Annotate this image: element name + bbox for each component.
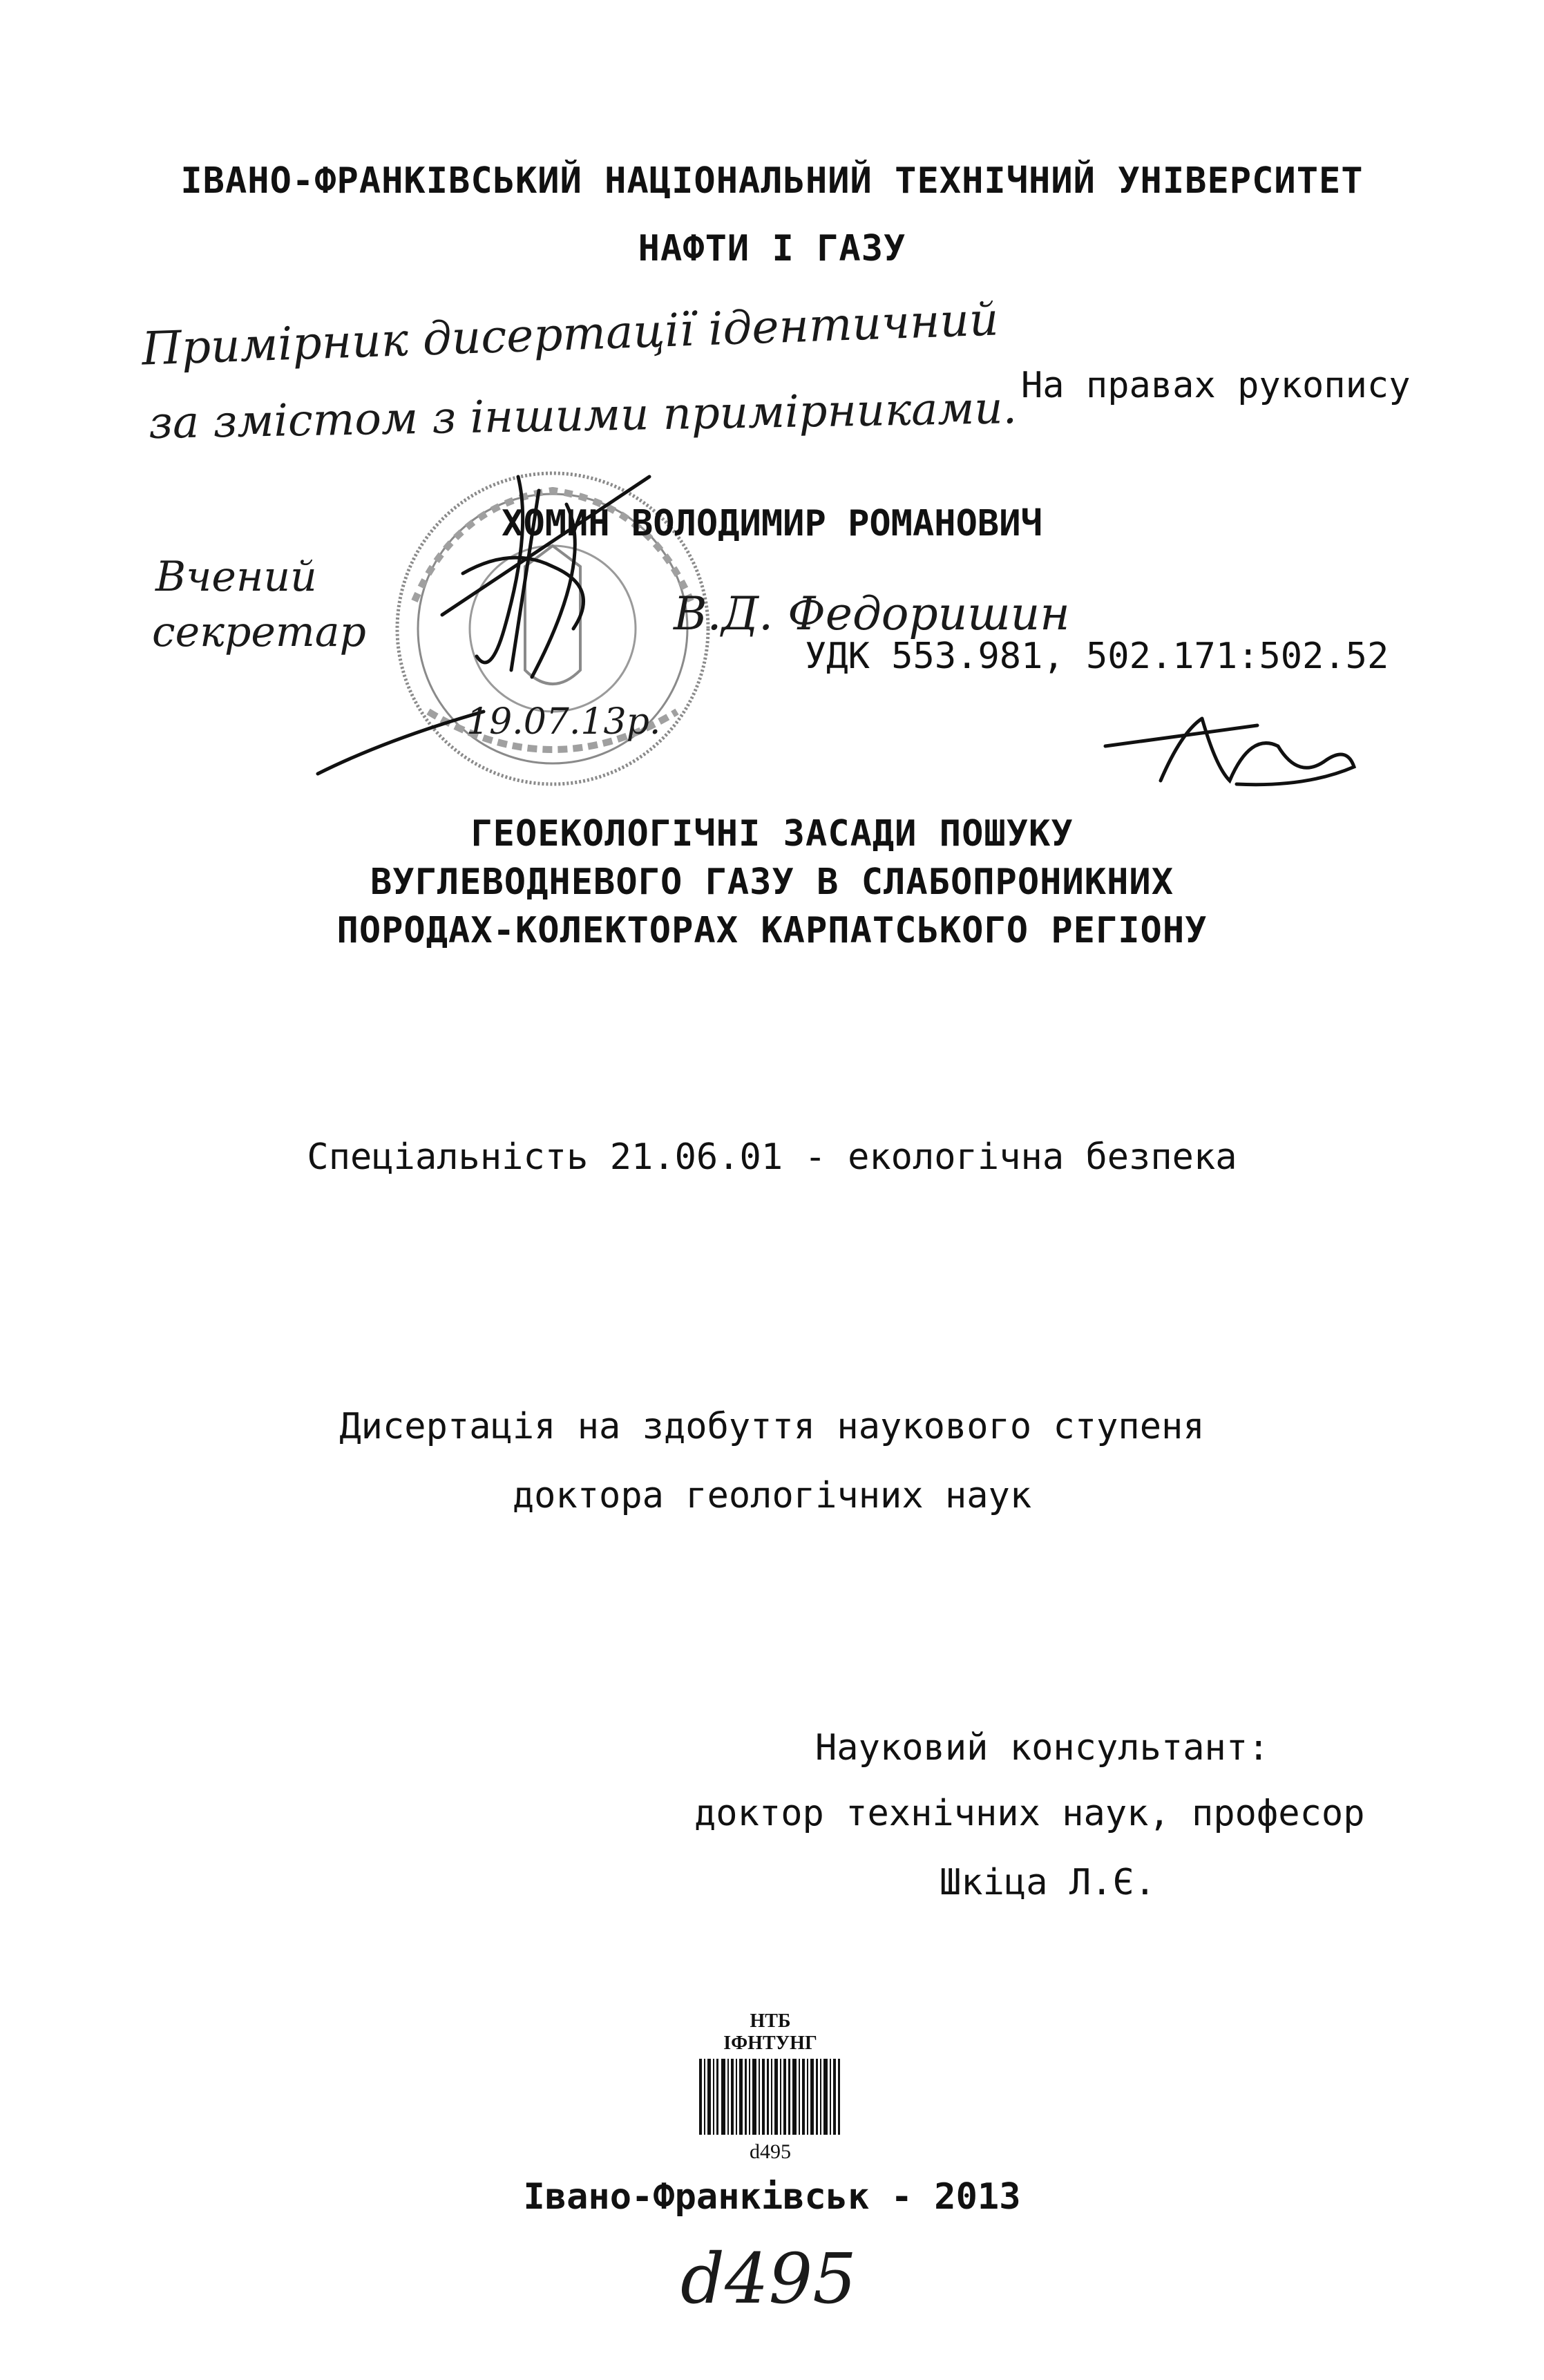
handwritten-code: d495 bbox=[680, 2238, 857, 2319]
dissertation-line1: Дисертація на здобуття наукового ступеня bbox=[339, 1406, 1205, 1447]
author-name: ХОМИН ВОЛОДИМИР РОМАНОВИЧ bbox=[502, 503, 1042, 544]
consultant-label: Науковий консультант: bbox=[815, 1727, 1270, 1769]
author-signature bbox=[1098, 705, 1361, 801]
title-line1: ГЕОЕКОЛОГІЧНІ ЗАСАДИ ПОШУКУ bbox=[470, 813, 1074, 855]
title-line2: ВУГЛЕВОДНЕВОГО ГАЗУ В СЛАБОПРОНИКНИХ bbox=[370, 861, 1174, 903]
university-name-line1: ІВАНО-ФРАНКІВСЬКИЙ НАЦІОНАЛЬНИЙ ТЕХНІЧНИЙ УНІВЕРСИТЕТ bbox=[180, 160, 1364, 202]
dissertation-line2: доктора геологічних наук bbox=[512, 1475, 1032, 1516]
secretary-label-line1: Вчений bbox=[155, 553, 317, 601]
consultant-degree: доктор технічних наук, професор bbox=[694, 1793, 1365, 1834]
specialty: Спеціальність 21.06.01 - екологічна безпека bbox=[307, 1136, 1237, 1178]
university-name-line2: НАФТИ І ГАЗУ bbox=[638, 228, 906, 269]
barcode-icon bbox=[698, 2059, 843, 2135]
consultant-name: Шкіца Л.Є. bbox=[940, 1862, 1156, 1903]
city-year: Івано-Франківськ - 2013 bbox=[523, 2176, 1021, 2218]
handwritten-date: 19.07.13р. bbox=[466, 701, 661, 743]
secretary-name: В.Д. Федоришин bbox=[674, 587, 1070, 640]
title-line3: ПОРОДАХ-КОЛЕКТОРАХ КАРПАТСЬКОГО РЕГІОНУ bbox=[336, 910, 1208, 951]
library-stamp bbox=[694, 2010, 846, 2164]
manuscript-rights: На правах рукопису bbox=[1021, 365, 1411, 406]
signature-scribble bbox=[304, 449, 732, 808]
handwritten-note-line1: Примірник дисертації ідентичний bbox=[141, 292, 1000, 376]
handwritten-note-line2: за змістом з іншими примірниками. bbox=[148, 383, 1018, 449]
library-stamp-line2: ІФНТУНГ bbox=[723, 2032, 817, 2054]
secretary-label-line2: секретар bbox=[152, 608, 366, 656]
library-stamp-line1: НТБ bbox=[750, 2010, 791, 2032]
udc-code: УДК 553.981, 502.171:502.52 bbox=[805, 636, 1389, 677]
library-stamp-code: d495 bbox=[750, 2140, 791, 2163]
